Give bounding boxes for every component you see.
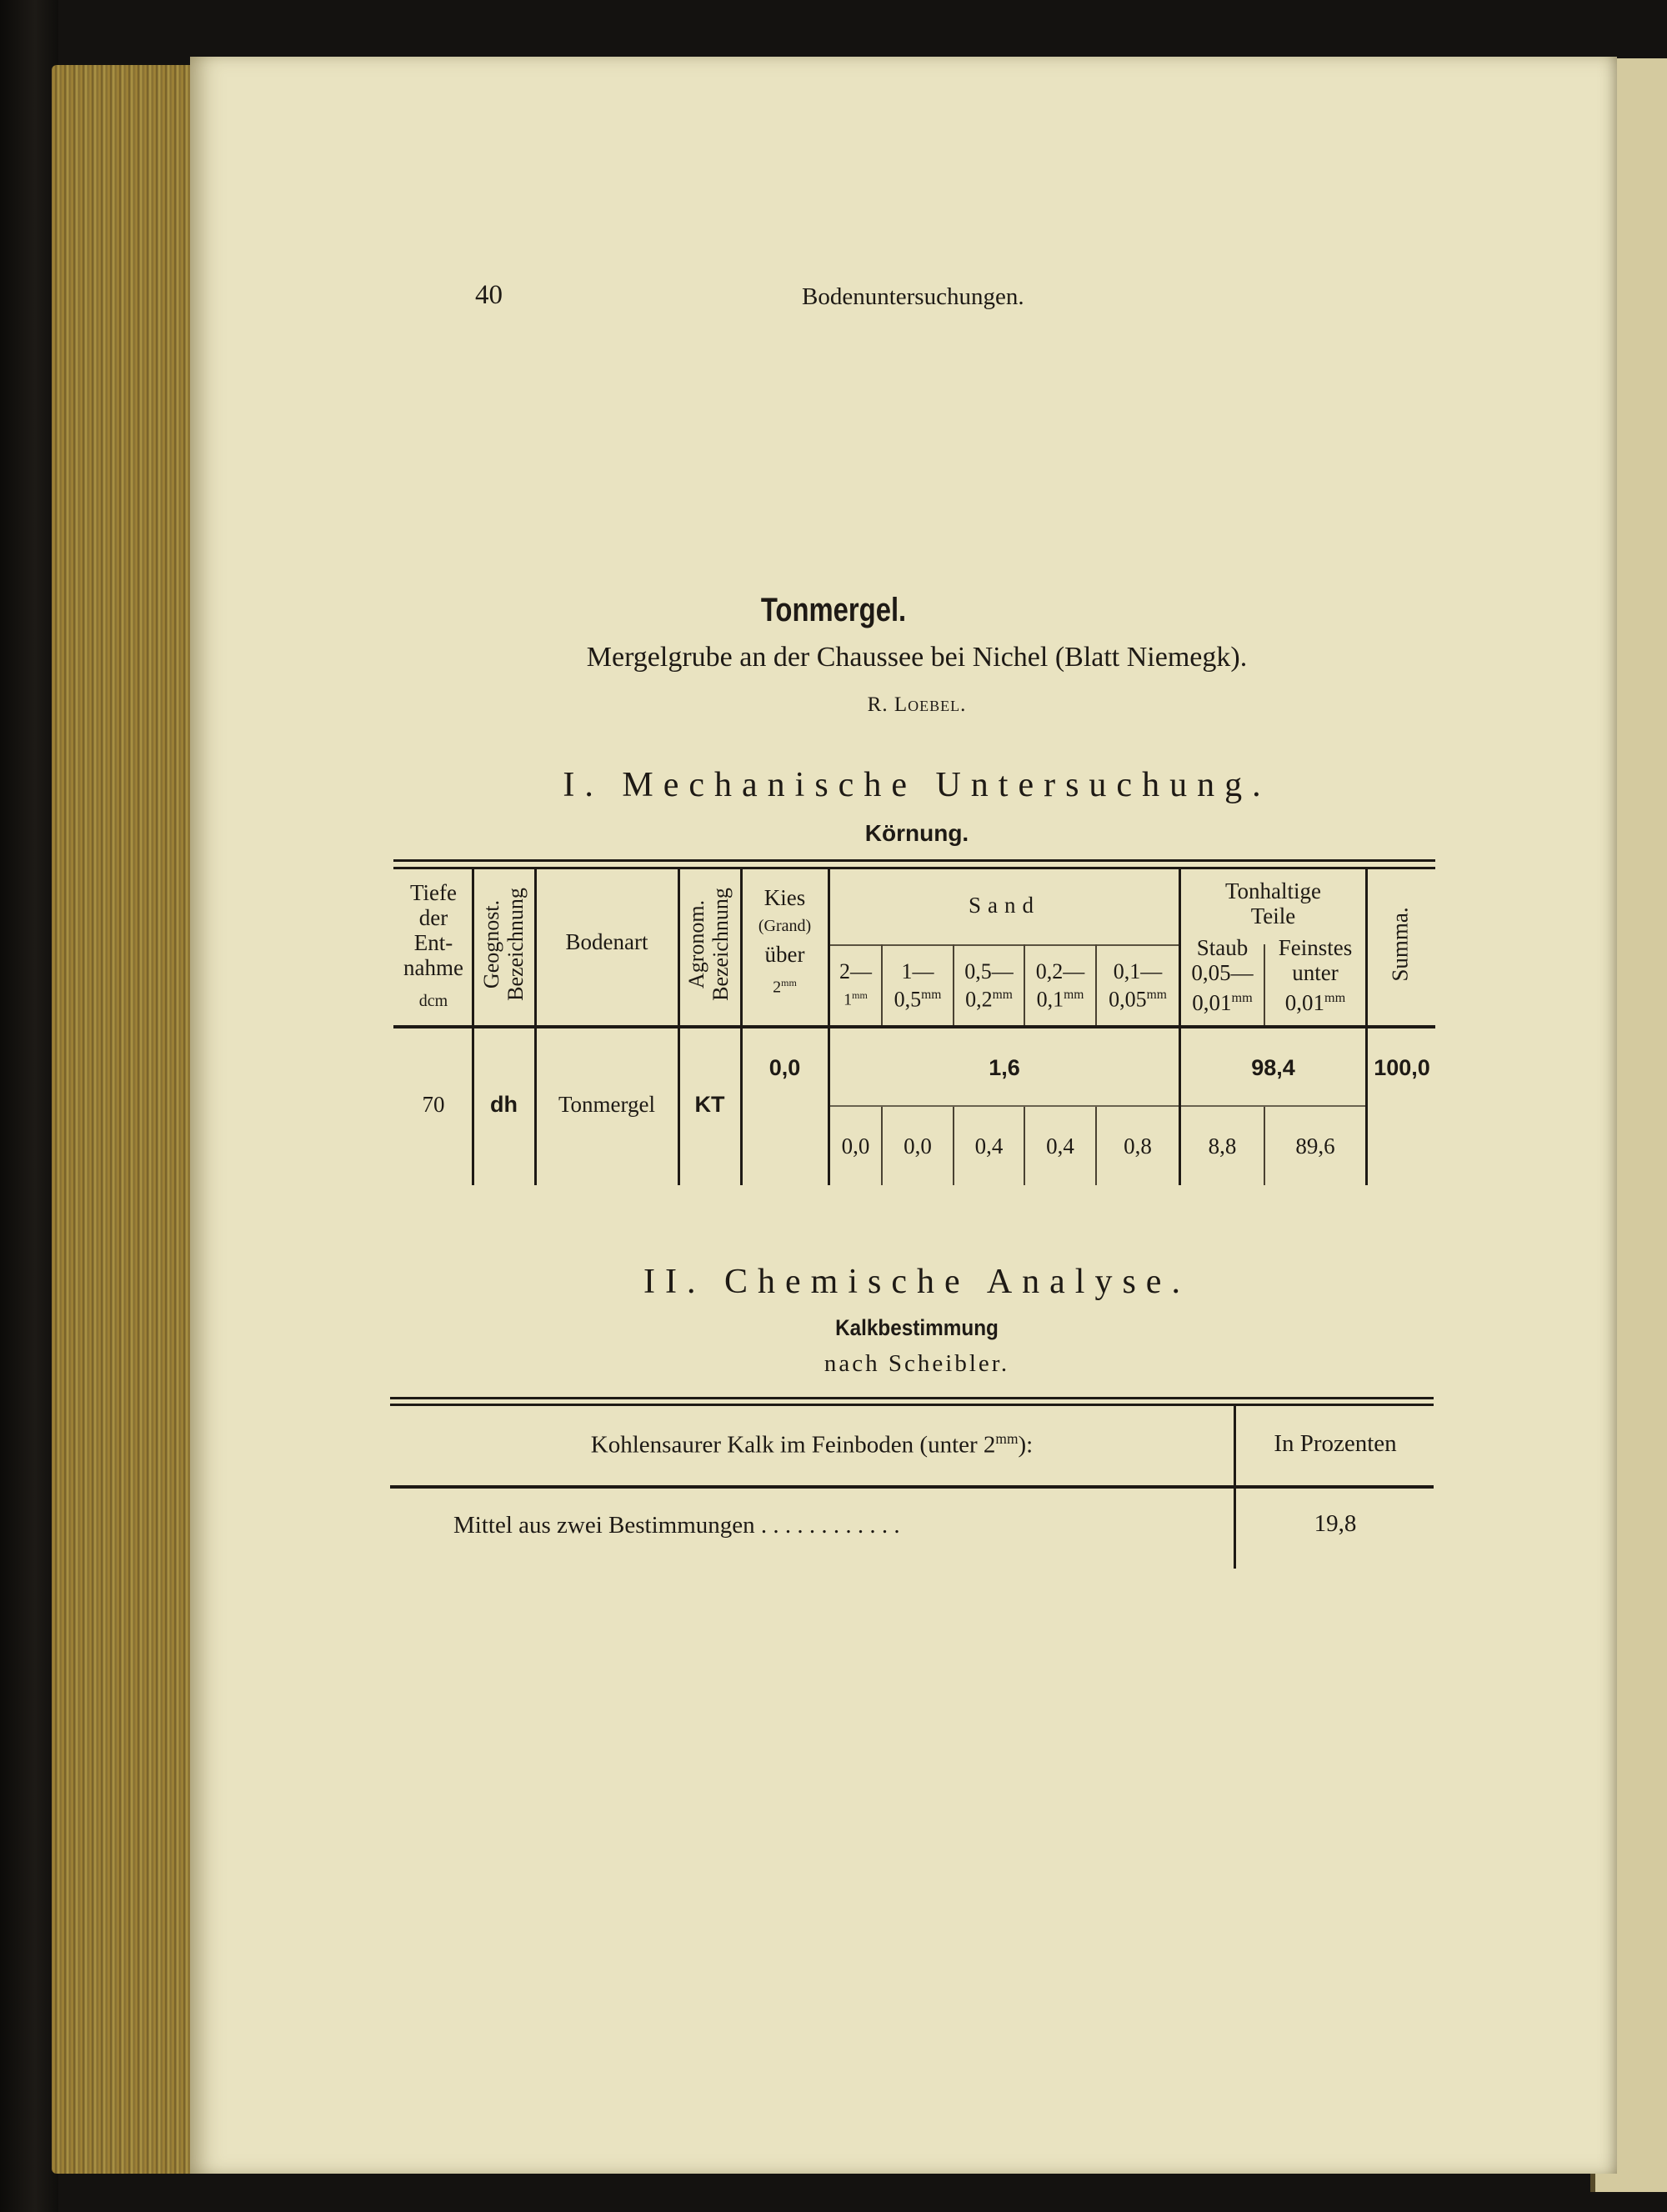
cell-bodenart: Tonmergel: [558, 1092, 656, 1117]
header-staub: Staub 0,05— $0,01^{mm}$: [1191, 935, 1254, 1015]
header-kohlensaurer-kalk: Kohlensaurer Kalk im Feinboden (unter $2^{mm}$):: [590, 1430, 1034, 1459]
cell-feinstes: 89,6: [1295, 1134, 1335, 1159]
header-bodenart: Bodenart: [565, 929, 648, 954]
cell-summa: 100,0: [1374, 1055, 1430, 1080]
header-sand-1-05: 1— $0,5^{mm}$: [894, 959, 942, 1012]
cell-sand-1-05: 0,0: [904, 1134, 932, 1159]
document-title: Tonmergel.: [760, 592, 907, 628]
cell-sand-05-02: 0,4: [974, 1134, 1004, 1159]
header-in-prozenten: In Prozenten: [1274, 1430, 1397, 1457]
row-label-mittel: Mittel aus zwei Bestimmungen . . . . . . . . . . . .: [453, 1512, 900, 1539]
cell-prozent-value: 19,8: [1314, 1510, 1357, 1537]
cell-agronom: KT: [694, 1092, 725, 1117]
cell-kies: 0,0: [768, 1055, 801, 1080]
header-tonhaltige: Tonhaltige Teile: [1224, 878, 1322, 928]
book-binding: [0, 0, 58, 2212]
header-geognost: Geognost. Bezeichnung: [479, 888, 528, 1001]
header-sand-02-01: 0,2— $0,1^{mm}$: [1035, 959, 1085, 1012]
header-kies: Kies (Grand) über $2^{mm}$: [758, 885, 812, 997]
running-head: Bodenuntersuchungen.: [802, 283, 1024, 310]
header-summa: Summa.: [1387, 907, 1413, 982]
location-subtitle: Mergelgrube an der Chaussee bei Nichel (Blatt Niemegk).: [586, 642, 1248, 673]
header-feinstes: Feinstes unter $0,01^{mm}$: [1278, 935, 1353, 1015]
header-sand: Sand: [969, 893, 1040, 918]
header-sand-2-1: 2— $1^{mm}$: [839, 959, 872, 1009]
page-edges: [52, 65, 192, 2174]
header-sand-01-005: 0,1— $0,05^{mm}$: [1109, 959, 1167, 1012]
header-sand-05-02: 0,5— $0,2^{mm}$: [964, 959, 1014, 1012]
cell-ton-total: 98,4: [1251, 1055, 1295, 1080]
page-number: 40: [475, 280, 503, 310]
header-tiefe: Tiefe der Ent- nahme dcm: [403, 880, 463, 1010]
section-subheading-koernung: Körnung.: [864, 820, 969, 846]
cell-geognost: dh: [490, 1092, 518, 1117]
header-agronom: Agronom. Bezeichnung: [684, 888, 733, 1001]
author: R. Loebel.: [867, 693, 967, 716]
method-note: nach Scheibler.: [823, 1350, 1010, 1377]
section-heading-mechanical: I. Mechanische Untersuchung.: [563, 766, 1271, 804]
section-subheading-kalk: Kalkbestimmung: [835, 1315, 999, 1340]
cell-tiefe: 70: [422, 1092, 445, 1117]
cell-sand-total: 1,6: [989, 1055, 1020, 1080]
cell-staub: 8,8: [1208, 1134, 1237, 1159]
cell-sand-2-1: 0,0: [841, 1134, 870, 1159]
cell-sand-02-01: 0,4: [1046, 1134, 1074, 1159]
section-heading-chemical: II. Chemische Analyse.: [643, 1263, 1190, 1301]
cell-sand-01-005: 0,8: [1124, 1134, 1152, 1159]
